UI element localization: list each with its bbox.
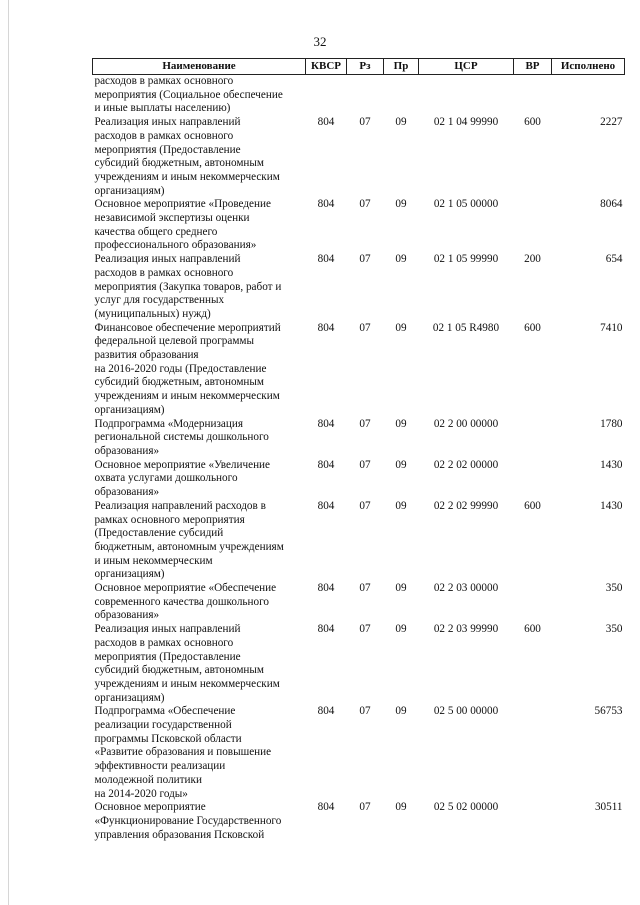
cell-sum: 1430: [600, 458, 623, 471]
page-edge-line: [8, 0, 9, 905]
cell-sum: 8064: [600, 198, 623, 211]
cell-csr: 02 1 05 00000: [433, 198, 499, 211]
cell-vr: 200: [524, 253, 541, 266]
cell-vr: [514, 459, 552, 500]
cell-vr: [514, 198, 552, 253]
cell-pr: 09: [395, 253, 407, 266]
cell-sum: 56753: [594, 705, 623, 718]
cell-vr: [514, 801, 552, 842]
cell-name: Реализация направлений расходов в рамках основного мероприятия (Предоставление субсидий бюджетным, автономным учреждениям и иным некоммерческим организациям): [94, 499, 284, 581]
cell-rz: 07: [359, 582, 371, 595]
cell-rz: 07: [359, 116, 371, 129]
table-row: [93, 582, 625, 623]
cell-pr: 09: [395, 321, 407, 334]
cell-rz: 07: [359, 499, 371, 512]
cell-sum: 2227: [600, 116, 623, 129]
cell-sum: 30511: [594, 801, 623, 814]
cell-pr: 09: [395, 801, 407, 814]
cell-kvsr: 804: [317, 321, 335, 334]
col-header-rz: Рз: [347, 59, 384, 75]
cell-sum: 7410: [600, 321, 623, 334]
col-header-name: Наименование: [93, 59, 306, 75]
cell-name: Реализация иных направлений расходов в рамках основного мероприятия (Предоставление субсидий бюджетным, автономным учреждениям и иным некоммерческим организациям): [94, 623, 280, 704]
cell-pr: 09: [395, 499, 407, 512]
cell-rz: 07: [359, 623, 371, 636]
cell-sum: [552, 75, 625, 117]
cell-sum: 654: [605, 253, 623, 266]
table-row: [93, 500, 625, 582]
cell-pr: 09: [395, 623, 407, 636]
cell-pr: 09: [395, 582, 407, 595]
cell-name: расходов в рамках основного мероприятия (Социальное обеспечение и иные выплаты населению): [94, 75, 283, 115]
cell-kvsr: 804: [317, 623, 335, 636]
table-body: [93, 75, 625, 843]
table-row: [93, 198, 625, 253]
cell-rz: 07: [359, 321, 371, 334]
cell-kvsr: 804: [317, 198, 335, 211]
cell-csr: 02 2 02 99990: [433, 499, 499, 512]
col-header-sum: Исполнено: [552, 59, 625, 75]
table-header-row: [93, 59, 625, 75]
cell-csr: 02 5 02 00000: [433, 801, 499, 814]
cell-rz: 07: [359, 705, 371, 718]
col-header-vr: ВР: [514, 59, 552, 75]
table-row: [93, 253, 625, 322]
cell-vr: 600: [524, 116, 541, 129]
cell-rz: 07: [359, 253, 371, 266]
cell-vr: [514, 418, 552, 459]
cell-csr: 02 2 03 00000: [433, 582, 499, 595]
cell-pr: 09: [395, 458, 407, 471]
cell-sum: 1780: [600, 417, 623, 430]
cell-sum: 350: [605, 623, 623, 636]
table-row: [93, 322, 625, 418]
cell-vr: [514, 582, 552, 623]
cell-vr: 600: [524, 321, 541, 334]
cell-rz: 07: [359, 198, 371, 211]
table-row: [93, 418, 625, 459]
cell-kvsr: [306, 75, 347, 117]
cell-name: Финансовое обеспечение мероприятий федеральной целевой программы развития образования на 2016-2020 годы (Предоставление субсидий бюджетным, автономным учреждениям и иным некоммерческим организациям): [94, 321, 281, 416]
cell-vr: 600: [524, 623, 541, 636]
cell-pr: 09: [395, 198, 407, 211]
cell-rz: [347, 75, 384, 117]
cell-name: Основное мероприятие «Обеспечение современного качества дошкольного образования»: [94, 582, 277, 622]
col-header-kvsr: КВСР: [306, 59, 347, 75]
cell-name: Основное мероприятие «Увеличение охвата услугами дошкольного образования»: [94, 458, 271, 499]
cell-name: Основное мероприятие «Проведение независимой экспертизы оценки качества общего среднего профессионального образования»: [94, 198, 271, 252]
cell-csr: 02 1 05 99990: [433, 253, 499, 266]
cell-csr: 02 1 05 R4980: [432, 321, 500, 334]
table-row: [93, 75, 625, 117]
cell-kvsr: 804: [317, 458, 335, 471]
cell-kvsr: 804: [317, 417, 335, 430]
cell-kvsr: 804: [317, 582, 335, 595]
cell-csr: [419, 75, 514, 117]
cell-pr: [384, 75, 419, 117]
cell-sum: 1430: [600, 499, 623, 512]
cell-name: Реализация иных направлений расходов в рамках основного мероприятия (Закупка товаров, работ и услуг для государственных (муниципальных) нужд): [94, 253, 282, 320]
table-row: [93, 623, 625, 705]
cell-pr: 09: [395, 417, 407, 430]
cell-kvsr: 804: [317, 253, 335, 266]
cell-rz: 07: [359, 458, 371, 471]
cell-name: Основное мероприятие «Функционирование Государственного управления образования Псковской: [94, 801, 282, 841]
cell-pr: 09: [395, 705, 407, 718]
cell-kvsr: 804: [317, 499, 335, 512]
table-row: [93, 459, 625, 500]
cell-csr: 02 2 00 00000: [433, 417, 499, 430]
cell-pr: 09: [395, 116, 407, 129]
cell-csr: 02 2 03 99990: [433, 623, 499, 636]
table-row: [93, 705, 625, 801]
page-number: 32: [313, 34, 327, 49]
cell-sum: 350: [605, 582, 623, 595]
cell-rz: 07: [359, 417, 371, 430]
cell-kvsr: 804: [317, 801, 335, 814]
cell-kvsr: 804: [317, 705, 335, 718]
cell-vr: 600: [524, 499, 541, 512]
cell-rz: 07: [359, 801, 371, 814]
cell-csr: 02 5 00 00000: [433, 705, 499, 718]
budget-table: [92, 58, 625, 842]
cell-csr: 02 1 04 99990: [433, 116, 499, 129]
cell-name: Реализация иных направлений расходов в рамках основного мероприятия (Предоставление субсидий бюджетным, автономным учреждениям и иным некоммерческим организациям): [94, 116, 280, 197]
cell-vr: [514, 705, 552, 801]
cell-kvsr: 804: [317, 116, 335, 129]
col-header-pr: Пр: [384, 59, 419, 75]
cell-name: Подпрограмма «Модернизация региональной системы дошкольного образования»: [94, 417, 269, 457]
table-row: [93, 801, 625, 842]
cell-vr: [514, 75, 552, 117]
cell-name: Подпрограмма «Обеспечение реализации государственной программы Псковской области «Развитие образования и повышение эффективности реализации молодежной политики на 2014-2020 годы»: [94, 705, 272, 800]
col-header-csr: ЦСР: [419, 59, 514, 75]
cell-csr: 02 2 02 00000: [433, 458, 499, 471]
table-row: [93, 116, 625, 198]
